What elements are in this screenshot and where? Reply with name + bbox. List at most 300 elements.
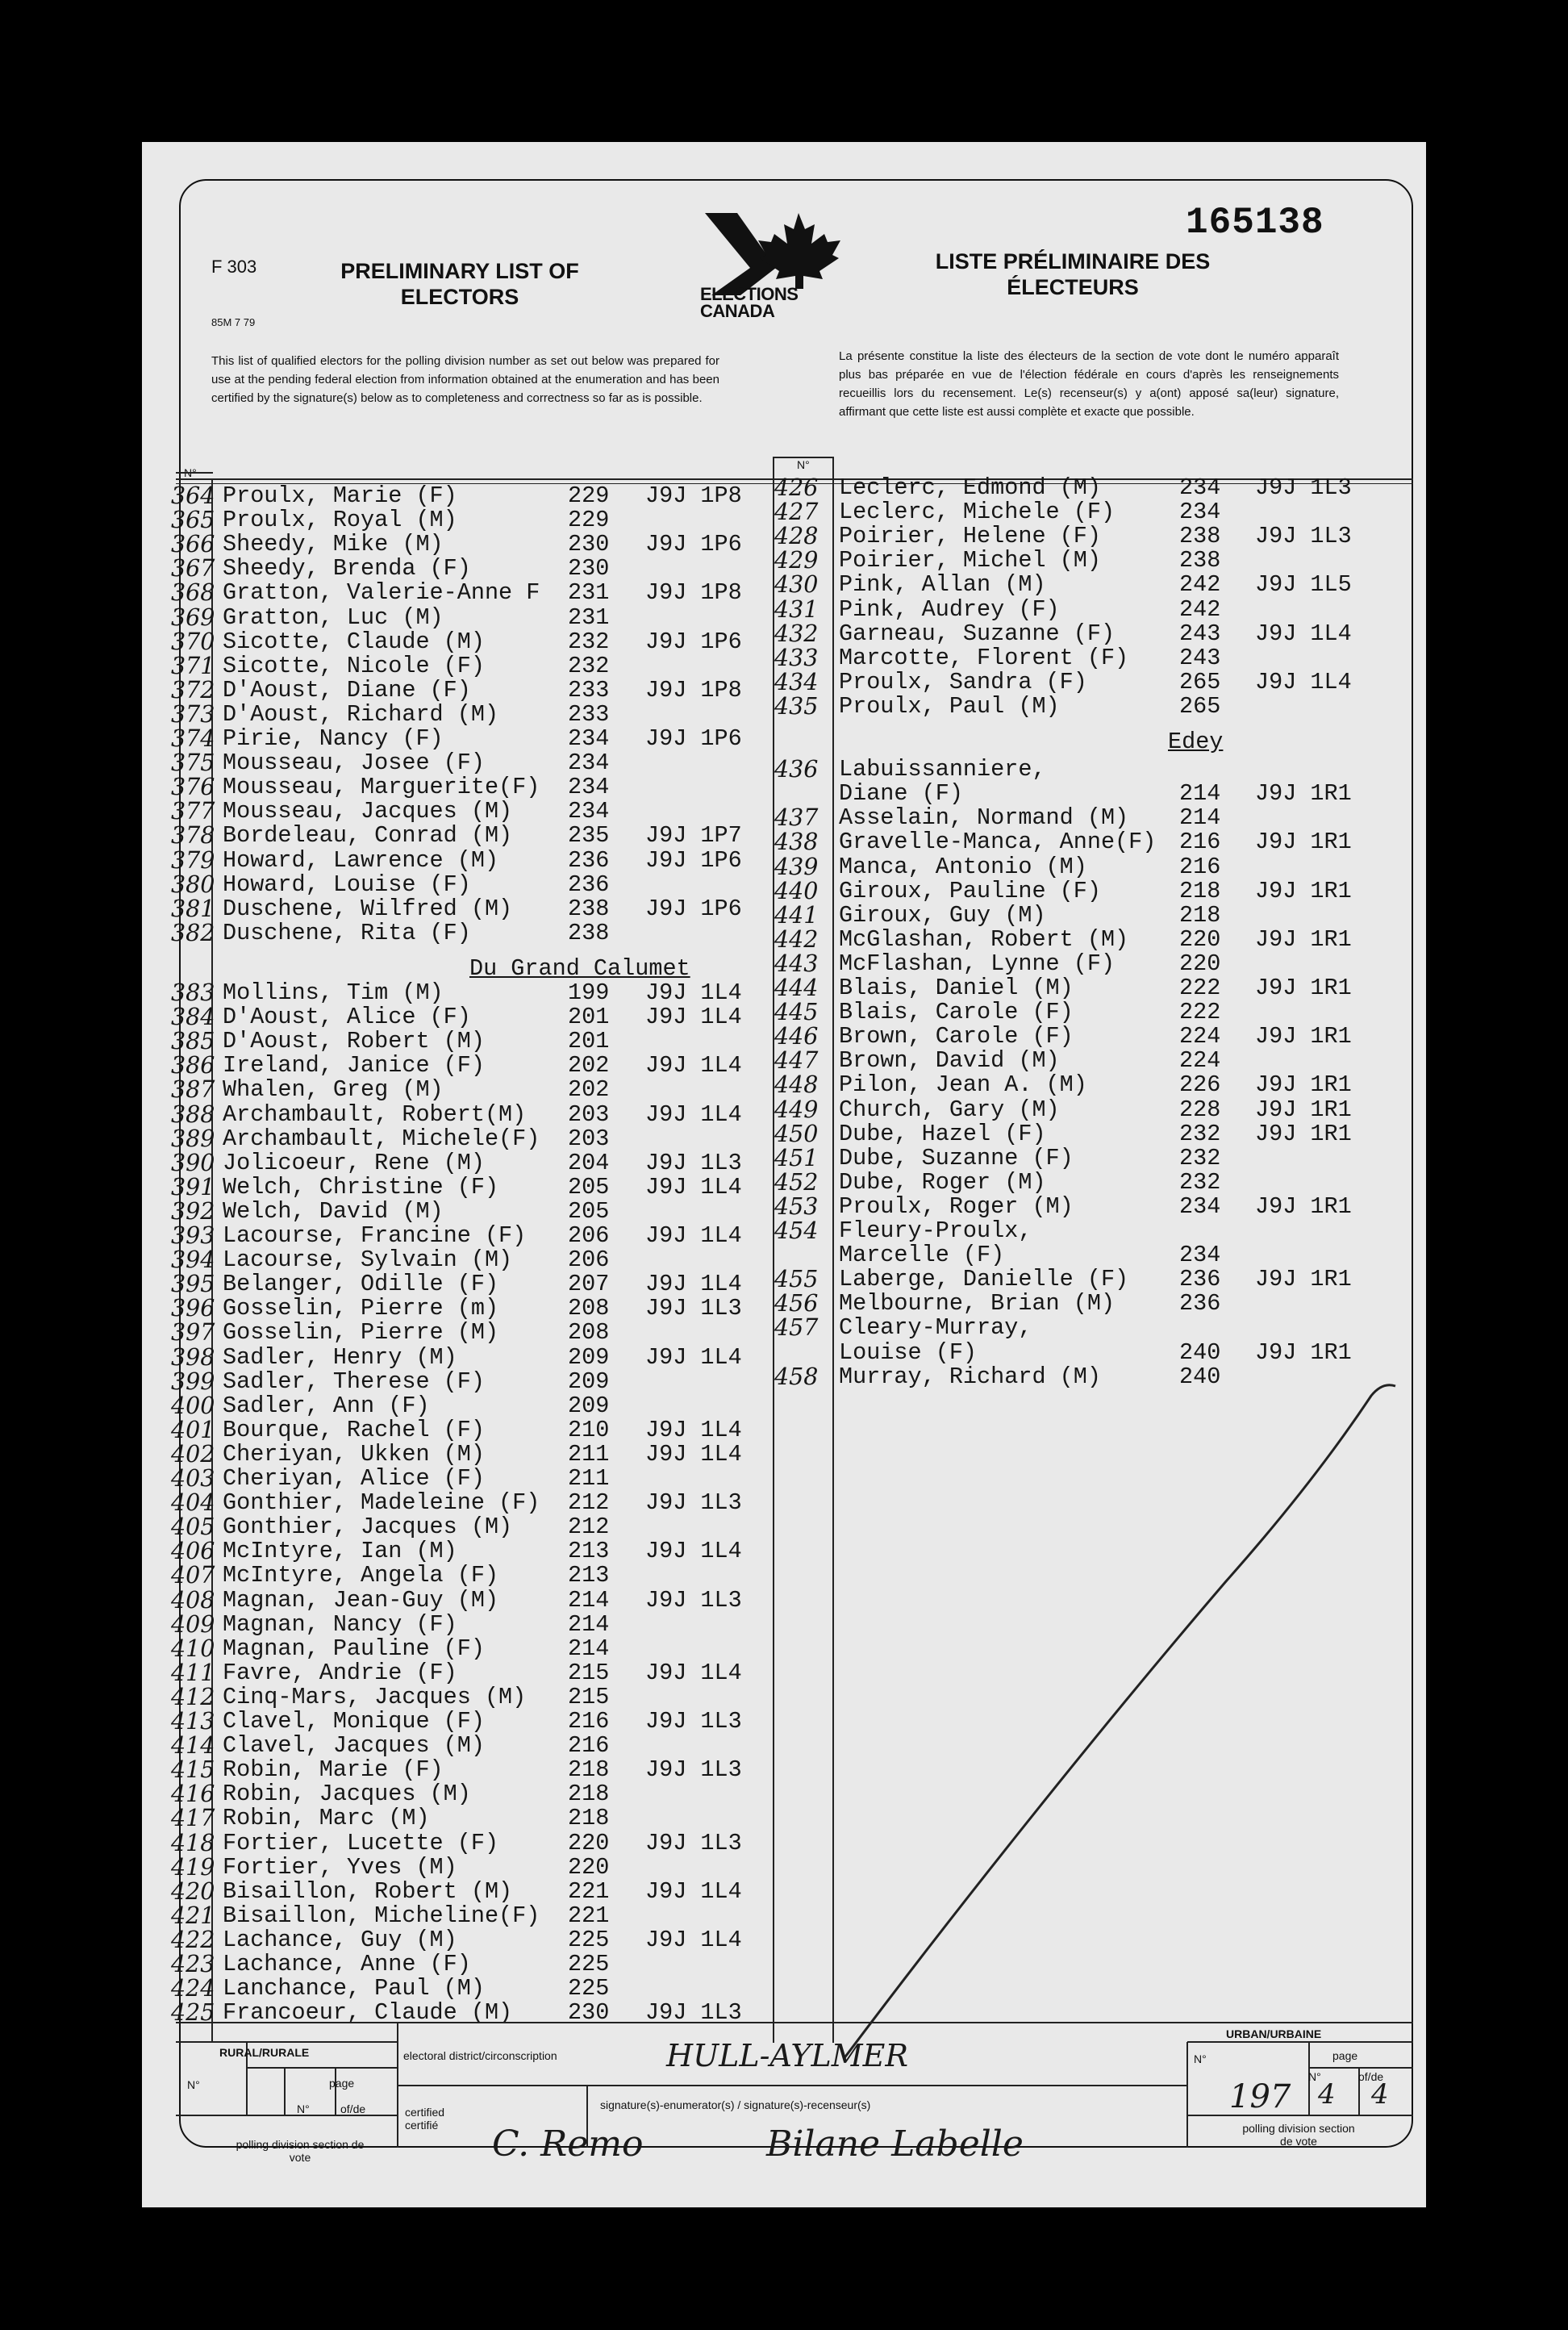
elector-name: Gravelle-Manca, Anne(F) (839, 829, 1157, 856)
elector-row (0, 670, 1568, 695)
elector-name: Fortier, Yves (M) (223, 1853, 457, 1881)
elector-row (0, 925, 1568, 953)
page-total: 4 (1371, 2078, 1389, 2111)
elector-postal-code: J9J 1L4 (645, 1926, 742, 1953)
elector-postal-code: J9J 1P6 (645, 895, 742, 922)
elector-postal-code: J9J 1L4 (645, 1052, 742, 1079)
elector-number: 407 (171, 1562, 215, 1589)
elector-number: 423 (171, 1951, 215, 1977)
elector-address: 221 (568, 1877, 610, 1905)
elector-address: 224 (1179, 1023, 1221, 1050)
elector-postal-code: J9J 1R1 (1255, 975, 1352, 1001)
elector-name: Manca, Antonio (M) (839, 853, 1087, 880)
elector-number: 451 (774, 1144, 819, 1171)
polling-division-label-urban: polling division section de vote (1242, 2122, 1355, 2148)
elector-name: Mousseau, Jacques (M) (223, 798, 513, 825)
elector-postal-code: J9J 1L4 (645, 1173, 742, 1200)
rural-page-number-label: N° (297, 2102, 310, 2115)
elector-row (0, 1000, 1568, 1025)
elector-address: 232 (1179, 1120, 1221, 1147)
elector-row (0, 1025, 1568, 1049)
elector-name: Proulx, Marie (F) (223, 482, 457, 509)
elector-address: 218 (568, 1756, 610, 1784)
elector-name: Church, Gary (M) (839, 1096, 1060, 1123)
elector-address: 208 (568, 1319, 610, 1347)
elector-address: 230 (568, 1999, 610, 2027)
elector-name: Lacourse, Sylvain (M) (223, 1246, 513, 1274)
elector-address: 220 (568, 1829, 610, 1856)
elector-address: 216 (568, 1708, 610, 1735)
elector-row (0, 595, 1568, 623)
elector-address: 236 (1179, 1266, 1221, 1293)
elector-name: Mousseau, Marguerite(F) (223, 774, 540, 801)
elector-number: 386 (171, 1052, 215, 1079)
elector-name: Marcotte, Florent (F) (839, 644, 1129, 671)
elector-number: 443 (774, 950, 819, 977)
elector-number: 442 (774, 925, 819, 953)
signature-two: Bilane Labelle (766, 2123, 1024, 2165)
elector-name: Pink, Allan (M) (839, 571, 1046, 599)
elector-number: 378 (171, 822, 215, 850)
rural-of-label: of/de (340, 2102, 366, 2115)
elector-address: 215 (568, 1683, 610, 1710)
elector-name: Lacourse, Francine (F) (223, 1222, 527, 1249)
elector-number: 435 (774, 692, 819, 720)
elector-address: 206 (568, 1222, 610, 1249)
elector-address: 238 (1179, 547, 1221, 574)
elector-address: 226 (1179, 1071, 1221, 1099)
elector-postal-code: J9J 1P8 (645, 676, 742, 704)
elector-address: 202 (568, 1076, 610, 1104)
signature-label: signature(s)-enumerator(s) / signature(s)-recenseur(s) (600, 2098, 871, 2111)
elector-name: Poirier, Helene (F) (839, 523, 1101, 550)
elector-postal-code: J9J 1L4 (1255, 620, 1352, 647)
elector-postal-code: J9J 1R1 (1255, 1023, 1352, 1050)
elector-address: 232 (1179, 1168, 1221, 1196)
elector-postal-code: J9J 1L4 (645, 1440, 742, 1468)
elector-name: D'Aoust, Robert (M) (223, 1028, 485, 1055)
page-number: 4 (1318, 2078, 1336, 2111)
elector-postal-code: J9J 1P6 (645, 531, 742, 558)
elector-postal-code: J9J 1L4 (1255, 668, 1352, 695)
elector-number: 364 (171, 482, 215, 509)
elector-postal-code: J9J 1L3 (645, 1829, 742, 1856)
elector-row (0, 806, 1568, 830)
elector-address: 234 (568, 725, 610, 752)
elector-name: Pink, Audrey (F) (839, 595, 1060, 623)
elector-name: Sadler, Henry (M) (223, 1343, 457, 1371)
section-heading: Du Grand Calumet (469, 954, 690, 982)
elector-name: Sadler, Therese (F) (223, 1368, 485, 1395)
elector-address: 206 (568, 1246, 610, 1274)
elector-name: Bisaillon, Micheline(F) (223, 1902, 540, 1929)
elector-postal-code: J9J 1R1 (1255, 1071, 1352, 1099)
elector-postal-code: J9J 1P8 (645, 482, 742, 509)
elector-name: Francoeur, Claude (M) (223, 1999, 513, 2027)
elector-address: 214 (568, 1610, 610, 1638)
elector-postal-code: J9J 1L3 (645, 1489, 742, 1517)
elector-postal-code: J9J 1L4 (645, 1343, 742, 1371)
elector-address: 208 (568, 1295, 610, 1322)
elector-row (0, 524, 1568, 549)
elector-postal-code: J9J 1L4 (645, 1659, 742, 1686)
elector-number: 391 (171, 1173, 215, 1200)
certified-label: certified certifié (405, 2106, 445, 2132)
elector-row (0, 758, 1568, 782)
closing-diagonal-line (839, 1372, 1403, 2065)
elector-number: 427 (774, 499, 819, 526)
elector-number: 399 (171, 1368, 215, 1395)
district-label: electoral district/circonscription (403, 2049, 557, 2062)
elector-name: McIntyre, Angela (F) (223, 1562, 499, 1589)
elector-name: Dube, Roger (M) (839, 1168, 1046, 1196)
elector-number: 387 (171, 1076, 215, 1104)
elector-name: Clavel, Jacques (M) (223, 1732, 485, 1760)
elector-name: Favre, Andrie (F) (223, 1659, 457, 1686)
elector-address: 220 (1179, 925, 1221, 953)
elector-name: McFlashan, Lynne (F) (839, 950, 1116, 977)
elector-address: 238 (568, 895, 610, 922)
elector-number: 368 (171, 579, 215, 607)
elector-address: 203 (568, 1100, 610, 1128)
elector-number: 377 (171, 798, 215, 825)
elector-name: Gratton, Luc (M) (223, 603, 444, 631)
elector-number: 441 (774, 901, 819, 929)
elector-number: 380 (171, 871, 215, 898)
urban-of-label: of/de (1358, 2070, 1384, 2083)
elector-address: 215 (568, 1659, 610, 1686)
elector-name: Cinq-Mars, Jacques (M) (223, 1683, 527, 1710)
elector-name: Giroux, Guy (M) (839, 901, 1046, 929)
elector-number: 424 (171, 1975, 215, 2002)
elector-address: 209 (568, 1343, 610, 1371)
elector-address: 225 (568, 1951, 610, 1977)
elector-postal-code: J9J 1P8 (645, 579, 742, 607)
elector-name: Gonthier, Jacques (M) (223, 1514, 513, 1541)
elector-name: Gosselin, Pierre (m) (223, 1295, 499, 1322)
elector-postal-code: J9J 1P7 (645, 822, 742, 850)
elector-postal-code: J9J 1L4 (645, 1100, 742, 1128)
elector-name: Magnan, Pauline (F) (223, 1635, 485, 1662)
elector-postal-code: J9J 1L5 (1255, 571, 1352, 599)
rural-label: RURAL/RURALE (219, 2046, 310, 2059)
elector-number: 431 (774, 595, 819, 623)
elector-row (0, 500, 1568, 524)
logo-text: ELECTIONS CANADA (700, 284, 799, 321)
elector-address: 218 (1179, 877, 1221, 904)
elector-address: 234 (1179, 499, 1221, 526)
elector-number: 373 (171, 700, 215, 728)
elector-name: Murray, Richard (M) (839, 1363, 1101, 1390)
elector-address: 238 (568, 919, 610, 946)
elector-number: 395 (171, 1271, 215, 1298)
elector-name: Sicotte, Nicole (F) (223, 652, 485, 679)
elector-name: McGlashan, Robert (M) (839, 925, 1129, 953)
elector-name: Lachance, Anne (F) (223, 1951, 471, 1977)
elector-row (0, 476, 1568, 500)
elector-postal-code: J9J 1L3 (1255, 523, 1352, 550)
polling-division-label-rural: polling division section de vote (236, 2138, 365, 2164)
urban-page-label: page (1332, 2049, 1358, 2062)
elector-address: 203 (568, 1125, 610, 1152)
elector-number: 437 (774, 804, 819, 832)
elector-postal-code: J9J 1R1 (1255, 925, 1352, 953)
elector-name: Gratton, Valerie-Anne F (223, 579, 540, 607)
elector-address: 212 (568, 1489, 610, 1517)
rural-page-label: page (329, 2077, 355, 2090)
elector-name: Robin, Jacques (M) (223, 1781, 471, 1808)
elector-name: Lachance, Guy (M) (223, 1926, 457, 1953)
elector-postal-code: J9J 1R1 (1255, 1120, 1352, 1147)
elector-number: 452 (774, 1168, 819, 1196)
elector-postal-code: J9J 1L3 (645, 1295, 742, 1322)
elector-number: 445 (774, 999, 819, 1026)
elector-name: Fleury-Proulx, (839, 1217, 1032, 1244)
elector-name: Leclerc, Michele (F) (839, 499, 1116, 526)
elector-name: Lanchance, Paul (M) (223, 1975, 485, 2002)
elector-number: 449 (774, 1096, 819, 1123)
elector-number: 394 (171, 1246, 215, 1274)
elector-name: Gonthier, Madeleine (F) (223, 1489, 540, 1517)
elector-row (0, 1316, 1568, 1340)
elector-address: 242 (1179, 595, 1221, 623)
elector-name: Sadler, Ann (F) (223, 1392, 430, 1419)
elector-row (0, 782, 1568, 806)
elector-address: 231 (568, 579, 610, 607)
elector-address: 236 (1179, 1290, 1221, 1317)
elector-address: 230 (568, 531, 610, 558)
elector-row (0, 1267, 1568, 1292)
elector-row (0, 976, 1568, 1000)
elector-address: 207 (568, 1271, 610, 1298)
elector-postal-code: J9J 1L3 (645, 1149, 742, 1176)
elector-number: 366 (171, 531, 215, 558)
elector-address: 222 (1179, 999, 1221, 1026)
elector-postal-code: J9J 1L3 (1255, 474, 1352, 501)
elector-number: 416 (171, 1781, 215, 1808)
elector-address: 205 (568, 1197, 610, 1225)
signature-one: C. Remo (492, 2123, 644, 2165)
elector-number: 453 (774, 1192, 819, 1220)
elector-name: Leclerc, Edmond (M) (839, 474, 1101, 501)
elector-postal-code: J9J 1P6 (645, 628, 742, 655)
elector-row (0, 622, 1568, 646)
elector-name: D'Aoust, Richard (M) (223, 700, 499, 728)
elector-row (0, 1338, 1568, 1366)
elector-address: 220 (1179, 950, 1221, 977)
elector-row (0, 646, 1568, 670)
elector-row (0, 1243, 1568, 1267)
elector-number: 404 (171, 1489, 215, 1517)
elector-name: Melbourne, Brian (M) (839, 1290, 1116, 1317)
elector-address: 235 (568, 822, 610, 850)
elector-number: 397 (171, 1319, 215, 1347)
elector-name: Diane (F) (839, 780, 963, 808)
elector-address: 232 (568, 628, 610, 655)
elector-number: 402 (171, 1440, 215, 1468)
elector-address: 216 (1179, 829, 1221, 856)
elector-address: 243 (1179, 620, 1221, 647)
elector-row (0, 1073, 1568, 1097)
elector-name: Sicotte, Claude (M) (223, 628, 485, 655)
elector-address: 220 (568, 1853, 610, 1881)
urban-number-label: N° (1194, 2052, 1207, 2065)
elector-address: 234 (1179, 1192, 1221, 1220)
elector-row (0, 1219, 1568, 1243)
elector-postal-code: J9J 1P6 (645, 846, 742, 874)
elector-name: Duschene, Wilfred (M) (223, 895, 513, 922)
elector-name: Belanger, Odille (F) (223, 1271, 499, 1298)
elector-number: 421 (171, 1902, 215, 1929)
elector-number: 444 (774, 975, 819, 1001)
elector-name: Cheriyan, Alice (F) (223, 1465, 485, 1492)
elector-row (0, 1168, 1568, 1196)
elector-address: 230 (568, 555, 610, 582)
left-number-header: N° (184, 466, 197, 479)
elector-address: 240 (1179, 1338, 1221, 1366)
elector-name: Duschene, Rita (F) (223, 919, 471, 946)
elector-postal-code: J9J 1R1 (1255, 1266, 1352, 1293)
elector-number: 390 (171, 1149, 215, 1176)
elector-number: 412 (171, 1683, 215, 1710)
elector-row (0, 692, 1568, 720)
elector-number: 420 (171, 1877, 215, 1905)
elector-name: Sheedy, Brenda (F) (223, 555, 471, 582)
elector-number: 433 (774, 644, 819, 671)
elector-postal-code: J9J 1R1 (1255, 780, 1352, 808)
elector-name: Pirie, Nancy (F) (223, 725, 444, 752)
elector-address: 232 (1179, 1144, 1221, 1171)
rural-number-label: N° (187, 2078, 200, 2091)
elector-name: Giroux, Pauline (F) (839, 877, 1101, 904)
elector-number: 409 (171, 1610, 215, 1638)
elector-address: 222 (1179, 975, 1221, 1001)
elector-name: Marcelle (F) (839, 1242, 1005, 1269)
district-value: HULL-AYLMER (666, 2038, 908, 2073)
elector-address: 229 (568, 482, 610, 509)
elector-name: Bordeleau, Conrad (M) (223, 822, 513, 850)
elector-number: 425 (171, 1999, 215, 2027)
elector-number: 400 (171, 1392, 215, 1419)
elector-name: Gosselin, Pierre (M) (223, 1319, 499, 1347)
elector-postal-code: J9J 1R1 (1255, 877, 1352, 904)
elector-number: 398 (171, 1343, 215, 1371)
elector-row (0, 1122, 1568, 1146)
elector-number: 365 (171, 507, 215, 534)
elector-number: 426 (774, 474, 819, 501)
elector-name: Proulx, Paul (M) (839, 692, 1060, 720)
elector-postal-code: J9J 1L4 (645, 1538, 742, 1565)
elector-number: 379 (171, 846, 215, 874)
urban-label: URBAN/URBAINE (1226, 2027, 1322, 2040)
elector-postal-code: J9J 1L4 (645, 1271, 742, 1298)
elector-postal-code: J9J 1R1 (1255, 1192, 1352, 1220)
elector-postal-code: J9J 1R1 (1255, 1096, 1352, 1123)
elector-address: 225 (568, 1975, 610, 2002)
elector-number: 382 (171, 919, 215, 946)
elector-name: Laberge, Danielle (F) (839, 1266, 1129, 1293)
elector-address: 221 (568, 1902, 610, 1929)
elector-name: McIntyre, Ian (M) (223, 1538, 457, 1565)
elector-number: 405 (171, 1514, 215, 1541)
elector-address: 234 (1179, 1242, 1221, 1269)
elector-postal-code: J9J 1L3 (645, 1756, 742, 1784)
elector-address: 234 (1179, 474, 1221, 501)
elector-row (0, 549, 1568, 573)
elector-number: 406 (171, 1538, 215, 1565)
elector-number: 454 (774, 1217, 819, 1244)
elector-number: 430 (774, 571, 819, 599)
elector-address: 265 (1179, 692, 1221, 720)
elector-name: Garneau, Suzanne (F) (839, 620, 1116, 647)
elector-name: Archambault, Robert(M) (223, 1100, 527, 1128)
elector-number: 410 (171, 1635, 215, 1662)
elector-name: D'Aoust, Diane (F) (223, 676, 471, 704)
elector-address: 214 (1179, 804, 1221, 832)
elector-address: 212 (568, 1514, 610, 1541)
elector-name: Brown, Carole (F) (839, 1023, 1074, 1050)
elector-number: 434 (774, 668, 819, 695)
elector-number: 401 (171, 1416, 215, 1443)
elector-address: 213 (568, 1562, 610, 1589)
elector-address: 238 (1179, 523, 1221, 550)
elector-name: Clavel, Monique (F) (223, 1708, 485, 1735)
elector-row (0, 1049, 1568, 1073)
elector-number: 455 (774, 1266, 819, 1293)
elector-name: Dube, Hazel (F) (839, 1120, 1046, 1147)
elector-number: 447 (774, 1047, 819, 1075)
elector-address: 225 (568, 1926, 610, 1953)
elector-name: Cheriyan, Ukken (M) (223, 1440, 485, 1468)
elector-postal-code: J9J 1L3 (645, 1586, 742, 1614)
elector-number: 383 (171, 979, 215, 1006)
title-french: LISTE PRÉLIMINAIRE DES ÉLECTEURS (935, 249, 1211, 299)
elector-address: 209 (568, 1392, 610, 1419)
serial-number: 165138 (1186, 202, 1324, 244)
elector-row (0, 879, 1568, 904)
polling-number: 197 (1229, 2078, 1291, 2115)
elector-name: Ireland, Janice (F) (223, 1052, 485, 1079)
elector-number: 369 (171, 603, 215, 631)
elector-name: Brown, David (M) (839, 1047, 1060, 1075)
elector-number: 436 (774, 756, 819, 783)
elector-number: 396 (171, 1295, 215, 1322)
elector-number: 389 (171, 1125, 215, 1152)
elector-address: 214 (1179, 780, 1221, 808)
elector-number: 439 (774, 853, 819, 880)
elector-name: Jolicoeur, Rene (M) (223, 1149, 485, 1176)
elector-name: Louise (F) (839, 1338, 978, 1366)
elector-address: 234 (568, 750, 610, 777)
elector-name: Bisaillon, Robert (M) (223, 1877, 513, 1905)
elector-number: 392 (171, 1197, 215, 1225)
elector-address: 199 (568, 979, 610, 1006)
elector-number: 440 (774, 877, 819, 904)
elector-name: Blais, Daniel (M) (839, 975, 1074, 1001)
elector-row (0, 901, 1568, 929)
elector-number: 381 (171, 895, 215, 922)
elector-number: 411 (171, 1659, 215, 1686)
elector-name: Labuissanniere, (839, 756, 1046, 783)
elector-address: 218 (568, 1781, 610, 1808)
elector-name: Whalen, Greg (M) (223, 1076, 444, 1104)
elector-row (0, 1146, 1568, 1171)
elector-number: 372 (171, 676, 215, 704)
elector-name: Fortier, Lucette (F) (223, 1829, 499, 1856)
elector-row (0, 855, 1568, 879)
elector-number: 446 (774, 1023, 819, 1050)
elector-address: 211 (568, 1440, 610, 1468)
